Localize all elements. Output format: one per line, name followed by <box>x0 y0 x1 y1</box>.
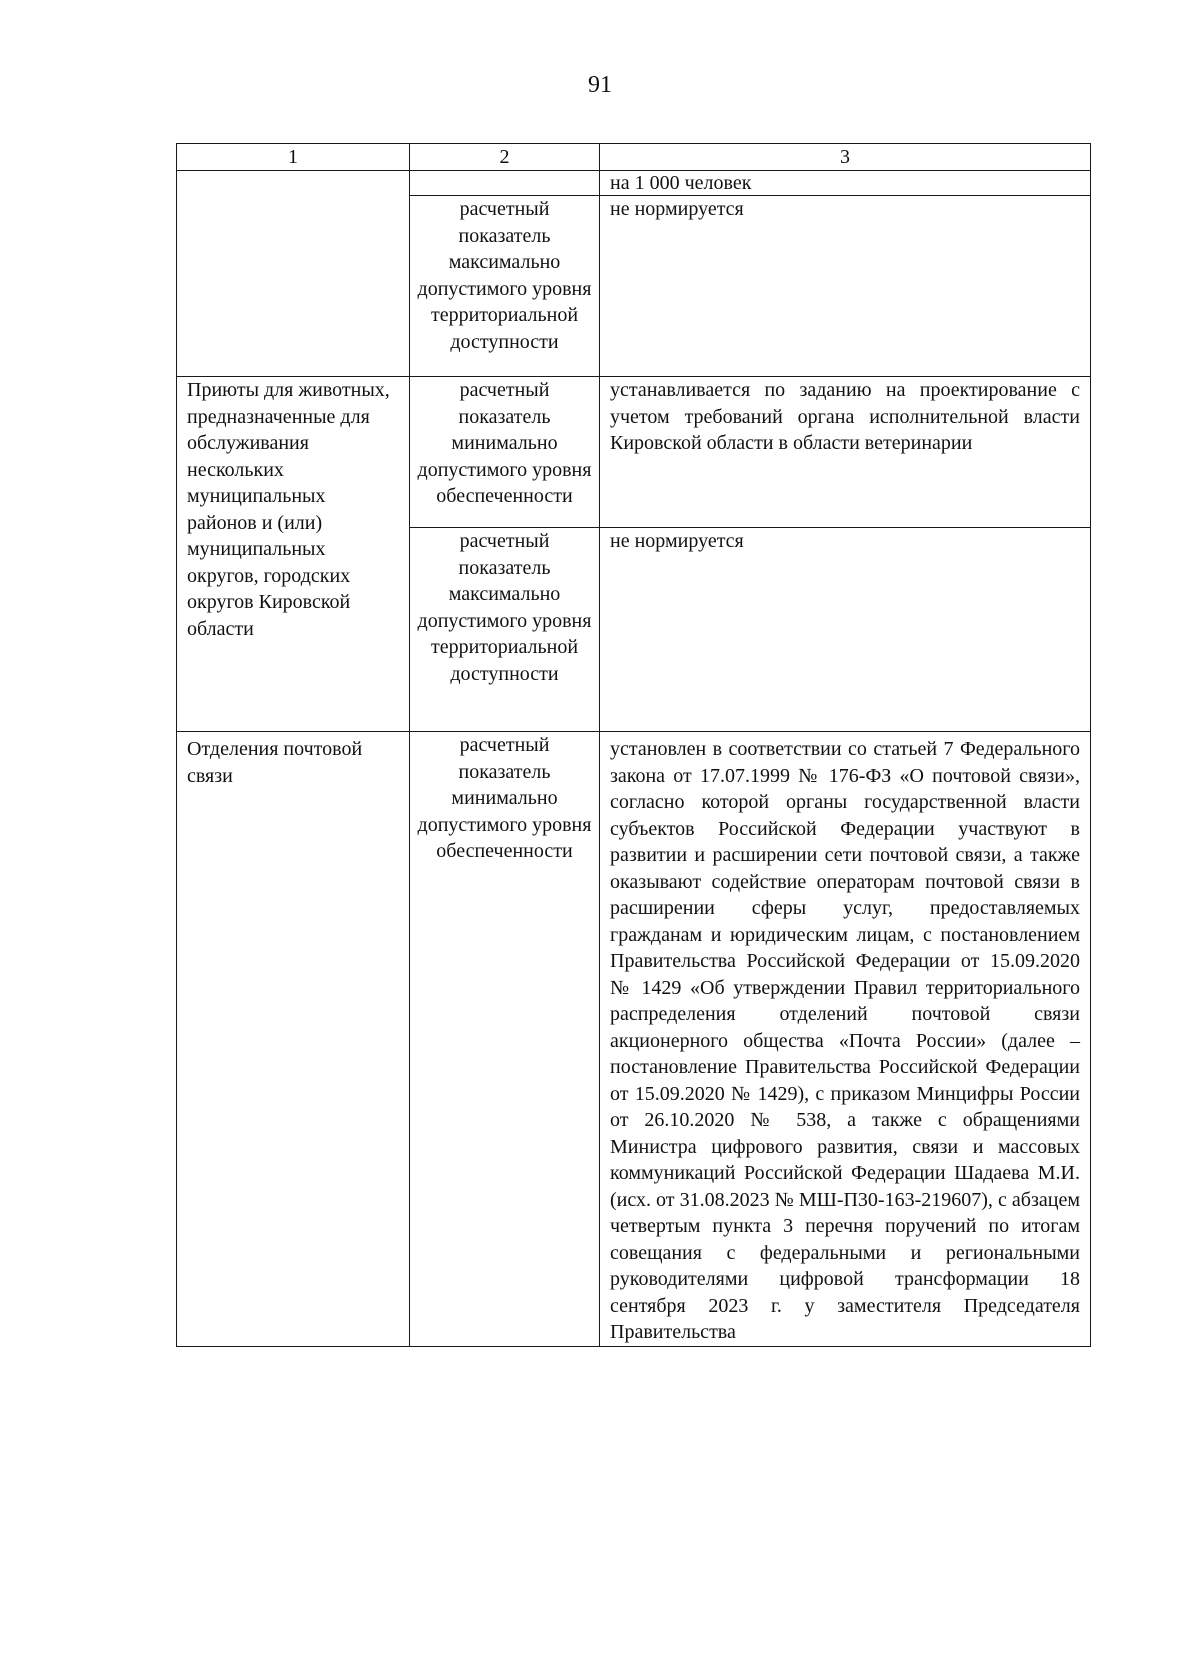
page-number: 91 <box>588 72 612 98</box>
table-row <box>177 377 1091 528</box>
indicator-cell: расчетный показатель максимально допустимого уровня территориальной доступности <box>410 528 600 732</box>
facility-cell-post-offices: Отделения почтовой связи <box>177 732 410 1347</box>
continued-indicator-cell <box>410 171 600 196</box>
continued-facility-cell <box>177 171 410 377</box>
table-row <box>177 732 1091 1347</box>
value-cell: не нормируется <box>600 196 1091 377</box>
indicator-cell: расчетный показатель минимально допустимого уровня обеспеченности <box>410 732 600 1347</box>
header-col-1: 1 <box>177 144 410 171</box>
value-cell: установлен в соответствии со статьей 7 Федерального закона от 17.07.1999 № 176-ФЗ «О почтовой связи», согласно которой органы государственной власти субъектов Российской Федерации участвуют в развитии и расширении сети почтовой связи, а также оказывают содействие операторам почтовой связи в расширении сферы услуг, предоставляемых гражданам и юридическим лицам, с постановлением Правительства Российской Федерации от 15.09.2020 № 1429 «Об утверждении Правил территориального распределения отделений почтовой связи акционерного общества «Почта России» (далее – постановление Правительства Российской Федерации от 15.09.2020 № 1429), с приказом Минцифры России от 26.10.2020 № 538, а также с обращениями Министра цифрового развития, связи и массовых коммуникаций Российской Федерации Шадаева М.И. (исх. от 31.08.2023 № МШ-П30-163-219607), с абзацем четвертым пункта 3 перечня поручений по итогам совещания с федеральными и региональными руководителями цифровой трансформации 18 сентября 2023 г. у заместителя Председателя Правительства <box>600 732 1091 1347</box>
header-col-3: 3 <box>600 144 1091 171</box>
indicator-cell: расчетный показатель максимально допустимого уровня территориальной доступности <box>410 196 600 377</box>
table-row <box>177 171 1091 196</box>
value-cell: не нормируется <box>600 528 1091 732</box>
facility-cell-shelters: Приюты для животных, предназначенные для обслуживания нескольких муниципальных районов и (или) муниципальных округов, городских округов Кировской области <box>177 377 410 732</box>
continued-value-cell: на 1 000 человек <box>600 171 1091 196</box>
header-col-2: 2 <box>410 144 600 171</box>
standards-table <box>176 143 1091 1347</box>
table-header-row <box>177 144 1091 171</box>
indicator-cell: расчетный показатель минимально допустимого уровня обеспеченности <box>410 377 600 528</box>
value-cell: устанавливается по заданию на проектирование с учетом требований органа исполнительной власти Кировской области в области ветеринарии <box>600 377 1091 528</box>
